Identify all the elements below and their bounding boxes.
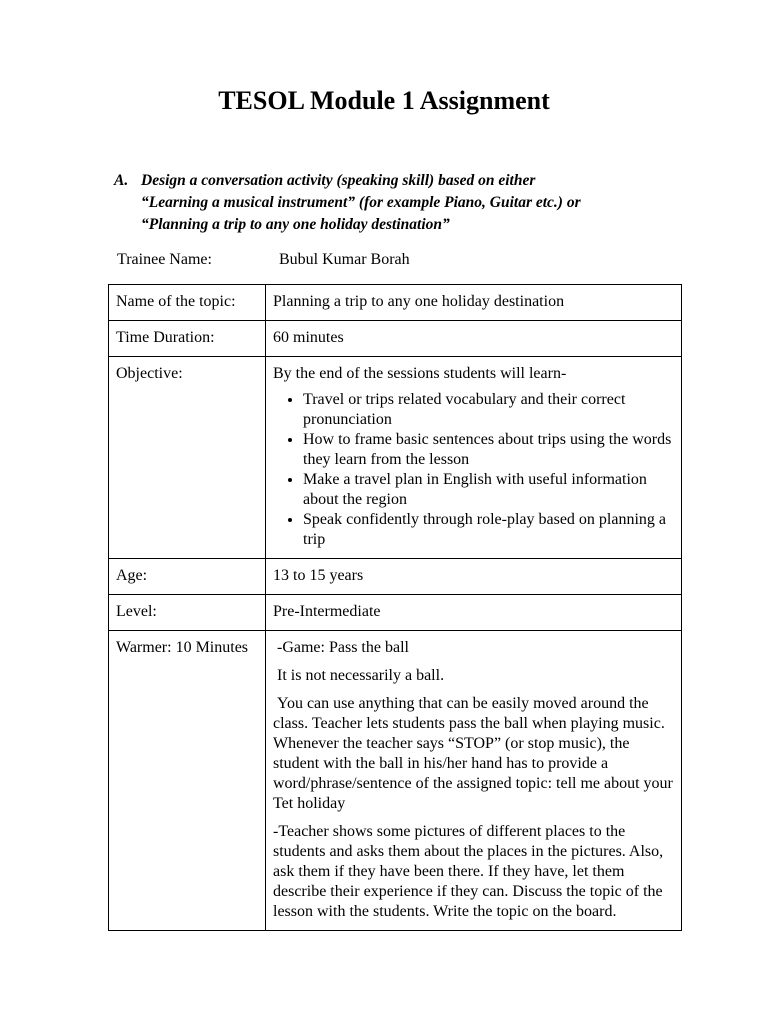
warmer-paragraph: It is not necessarily a ball. (273, 667, 445, 684)
list-item: • Make a travel plan in English with useful information about the region (303, 470, 675, 510)
level-value: Pre-Intermediate (266, 595, 682, 631)
warmer-paragraph: You can use anything that can be easily moved around the class. Teacher lets students pass the ball when playing music. Whenever the teacher says “STOP” (or stop music), the student with the ball in his/her hand has to provide a word/phrase/sentence of the assigned topic: tell me about your Tet holiday (273, 695, 677, 812)
warmer-value (266, 631, 682, 931)
table-row-level (109, 595, 682, 631)
warmer-paragraph: -Teacher shows some pictures of different places to the students and asks them about the places in the pictures. Also, ask them if they have been there. If they have, let them describe their experience if they can. Discuss the topic of the lesson with the students. Write the topic on the board. (273, 823, 664, 920)
list-item: • Travel or trips related vocabulary and their correct pronunciation (303, 390, 675, 430)
objective-list (273, 390, 675, 550)
age-label: Age: (109, 559, 266, 595)
table-row-topic (109, 285, 682, 321)
table-row-age (109, 559, 682, 595)
trainee-line (117, 249, 410, 271)
table-row-objective (109, 357, 682, 559)
table-row-warmer (109, 631, 682, 931)
duration-value: 60 minutes (266, 321, 682, 357)
lesson-plan-table (108, 284, 682, 931)
list-item: • How to frame basic sentences about trips using the words they learn from the lesson (303, 430, 675, 470)
trainee-name: Bubul Kumar Borah (279, 251, 410, 268)
topic-value: Planning a trip to any one holiday destination (266, 285, 682, 321)
duration-label: Time Duration: (109, 321, 266, 357)
page-title: TESOL Module 1 Assignment (218, 86, 550, 115)
table-row-duration (109, 321, 682, 357)
section-marker: A. (114, 172, 129, 189)
list-item: • Speak confidently through role-play based on planning a trip (303, 510, 675, 550)
objective-value (266, 357, 682, 559)
objective-label: Objective: (109, 357, 266, 559)
age-value: 13 to 15 years (266, 559, 682, 595)
topic-label: Name of the topic: (109, 285, 266, 321)
trainee-label: Trainee Name: (117, 251, 212, 268)
section-line-1: Design a conversation activity (speaking skill) based on either (141, 172, 536, 189)
section-line-3: “Planning a trip to any one holiday destination” (141, 216, 450, 233)
section-line-2: “Learning a musical instrument” (for example Piano, Guitar etc.) or (141, 194, 581, 211)
level-label: Level: (109, 595, 266, 631)
objective-intro: By the end of the sessions students will learn- (273, 365, 567, 382)
warmer-label: Warmer: 10 Minutes (109, 631, 266, 931)
section-a-instructions (114, 170, 694, 236)
warmer-paragraph: -Game: Pass the ball (273, 639, 409, 656)
